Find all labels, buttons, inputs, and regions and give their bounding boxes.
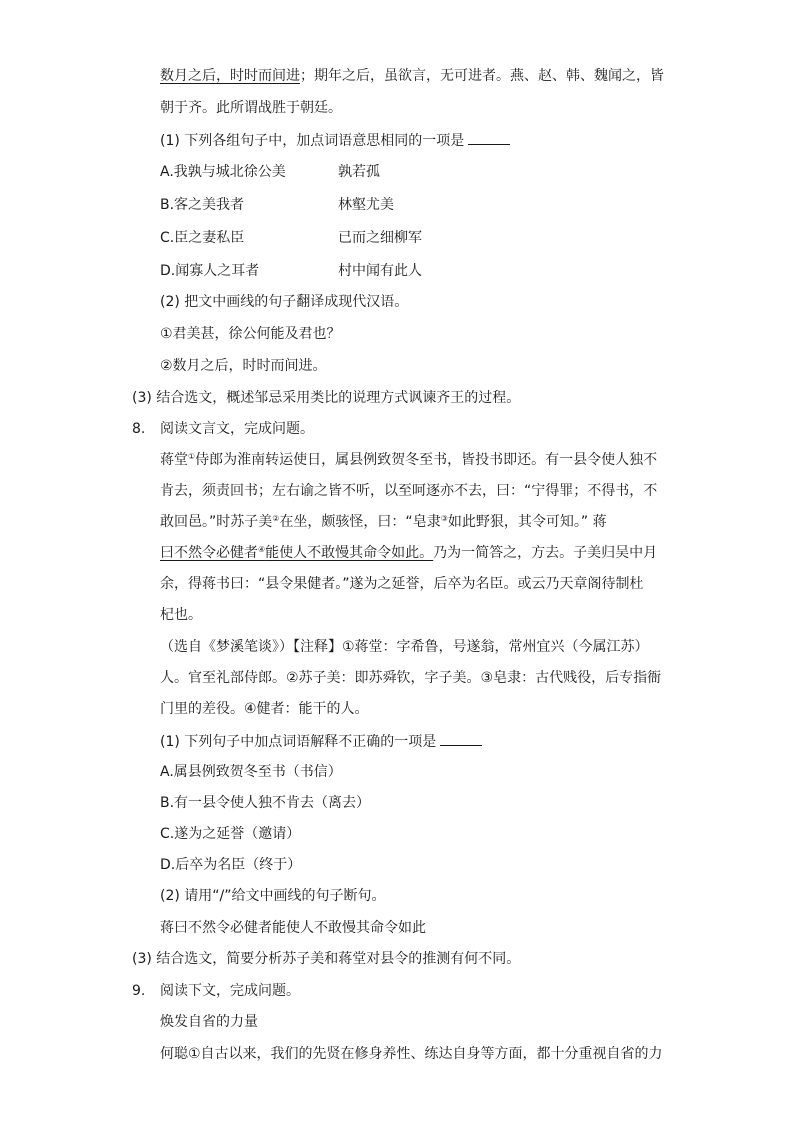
question-8-3: (3) 结合选文，简要分析苏子美和蒋堂对县令的推测有何不同。 [132,951,521,967]
option-b-left: B.客之美我者 [160,197,245,213]
question-8-2-sentence: 蒋曰不然令必健者能使人不敢慢其命令如此 [160,920,426,936]
passage-line: 肯去，须责回书；左右谕之皆不听，以至呵逐亦不去，曰：“宁得罪；不得书，不 [160,483,658,499]
question-7-2-item: ①君美甚，徐公何能及君也？ [160,326,341,342]
option-c: C.遂为之延誉（邀请） [160,826,301,842]
passage-line: 蒋堂①侍郎为淮南转运使日，属县例致贺冬至书，皆投书即还。有一县令使人独不 [160,452,658,468]
question-7-2: (2) 把文中画线的句子翻译成现代汉语。 [160,294,409,310]
option-c-right: 已而之细柳军 [338,230,422,246]
question-intro: 阅读下文，完成问题。 [160,983,300,999]
question-intro: 阅读文言文，完成问题。 [160,421,314,437]
passage-line: 杞也。 [160,607,202,623]
passage-line: 曰不然令必健者④能使人不敢慢其命令如此。乃为一简答之，方去。子美归吴中月 [160,545,658,561]
footnote-mark: ② [272,514,280,523]
passage-line: 余，得蒋书曰：“县令果健者。”遂为之延誉，后卒为名臣。或云乃天章阁待制杜 [160,576,644,592]
question-8-1: (1) 下列句子中加点词语解释不正确的一项是 [160,731,482,752]
footnote-mark: ① [188,452,196,461]
question-7-1: (1) 下列各组句子中，加点词语意思相同的一项是 [160,130,510,151]
annotation-line: （选自《梦溪笔谈》）【注释】①蒋堂：字希鲁，号遂翁，常州宜兴（今属江苏） [160,639,649,655]
question-7-3: (3) 结合选文，概述邹忌采用类比的说理方式讽谏齐王的过程。 [132,390,521,406]
answer-blank[interactable] [440,731,482,746]
question-number: 8. [132,421,146,437]
question-8-2: (2) 请用“/”给文中画线的句子断句。 [160,888,386,904]
question-number: 9. [132,983,146,999]
article-title: 焕发自省的力量 [160,1014,258,1030]
footnote-mark: ④ [258,545,266,554]
option-d-right: 村中闻有此人 [338,263,422,279]
underlined-sentence: 数月之后，时时而间进 [160,68,300,84]
annotation-line: 门里的差役。④健者：能干的人。 [160,701,369,717]
footnote-mark: ③ [440,514,448,523]
option-d: D.后卒为名臣（终于） [160,857,302,873]
option-d-left: D.闻寡人之耳者 [160,263,260,279]
answer-blank[interactable] [468,130,510,145]
passage-line: 朝于齐。此所谓战胜于朝廷。 [160,100,342,116]
option-a-right: 孰若孤 [338,164,380,180]
annotation-line: 人。官至礼部侍郎。②苏子美：即苏舜钦，字子美。③皂隶：古代贱役，后专指衙 [160,670,662,686]
passage-line: 何聪①自古以来，我们的先贤在修身养性、练达自身等方面，都十分重视自省的力 [160,1046,663,1062]
option-b-right: 林壑尤美 [338,197,394,213]
option-b: B.有一县令使人独不肯去（离去） [160,795,371,811]
underlined-sentence: 曰不然令必健者④能使人不敢慢其命令如此。 [160,545,434,561]
option-a-left: A.我孰与城北徐公美 [160,164,286,180]
question-7-2-item: ②数月之后，时时而间进。 [160,358,327,374]
option-c-left: C.臣之妻私臣 [160,230,245,246]
passage-line: 敢回邑。”时苏子美②在坐，颇骇怪，曰：“皂隶③如此野狠，其令可知。” 蒋 [160,514,607,530]
option-a: A.属县例致贺冬至书（书信） [160,764,342,780]
passage-line: 数月之后，时时而间进；期年之后，虽欲言，无可进者。燕、赵、韩、魏闻之，皆 [160,68,664,84]
